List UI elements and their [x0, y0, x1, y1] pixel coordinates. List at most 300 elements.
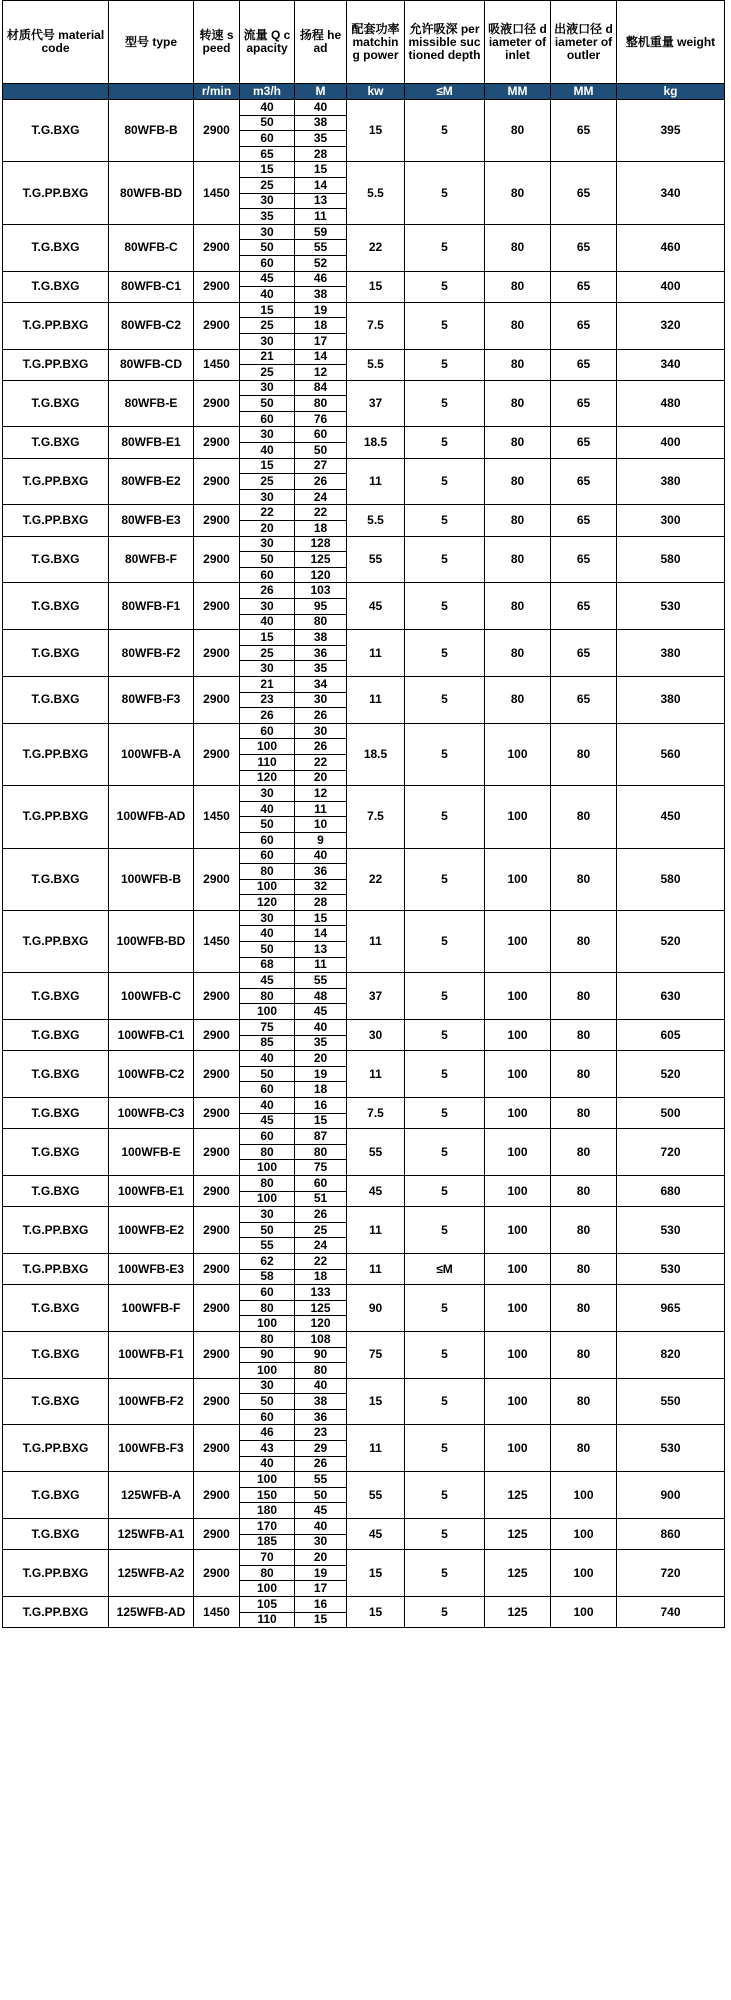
capacity-cell: 80 — [240, 864, 295, 880]
speed-cell: 1450 — [194, 910, 240, 972]
table-row — [3, 1207, 725, 1223]
inlet-diameter-cell: 80 — [485, 100, 551, 162]
inlet-diameter-cell: 100 — [485, 1051, 551, 1098]
head-cell: 36 — [295, 645, 347, 661]
power-cell: 55 — [347, 1129, 405, 1176]
head-cell: 45 — [295, 1503, 347, 1519]
model-cell: 125WFB-A2 — [109, 1550, 194, 1597]
material-code-cell: T.G.BXG — [3, 271, 109, 302]
speed-cell: 1450 — [194, 786, 240, 848]
power-cell: 15 — [347, 1550, 405, 1597]
capacity-cell: 110 — [240, 1612, 295, 1628]
head-cell: 19 — [295, 1066, 347, 1082]
speed-cell: 2900 — [194, 1207, 240, 1254]
table-row — [3, 302, 725, 318]
model-cell: 80WFB-B — [109, 100, 194, 162]
head-cell: 36 — [295, 864, 347, 880]
weight-cell: 550 — [617, 1378, 725, 1425]
capacity-cell: 40 — [240, 1098, 295, 1114]
head-cell: 26 — [295, 1207, 347, 1223]
weight-cell: 720 — [617, 1129, 725, 1176]
capacity-cell: 30 — [240, 1207, 295, 1223]
model-cell: 80WFB-C — [109, 224, 194, 271]
head-cell: 40 — [295, 1519, 347, 1535]
capacity-cell: 40 — [240, 100, 295, 116]
head-cell: 36 — [295, 1409, 347, 1425]
table-row — [3, 1098, 725, 1114]
capacity-cell: 43 — [240, 1441, 295, 1457]
head-cell: 103 — [295, 583, 347, 599]
inlet-diameter-cell: 100 — [485, 1175, 551, 1206]
head-cell: 14 — [295, 177, 347, 193]
table-row — [3, 1175, 725, 1191]
suction-depth-cell: 5 — [405, 427, 485, 458]
outlet-diameter-cell: 80 — [551, 1207, 617, 1254]
head-cell: 27 — [295, 458, 347, 474]
head-cell: 55 — [295, 1472, 347, 1488]
model-cell: 100WFB-E2 — [109, 1207, 194, 1254]
head-cell: 95 — [295, 599, 347, 615]
inlet-diameter-cell: 100 — [485, 848, 551, 910]
capacity-cell: 100 — [240, 1363, 295, 1379]
model-cell: 125WFB-AD — [109, 1597, 194, 1628]
material-code-cell: T.G.PP.BXG — [3, 910, 109, 972]
capacity-cell: 58 — [240, 1269, 295, 1285]
capacity-cell: 60 — [240, 567, 295, 583]
material-code-cell: T.G.BXG — [3, 1129, 109, 1176]
weight-cell: 820 — [617, 1331, 725, 1378]
capacity-cell: 40 — [240, 287, 295, 303]
head-cell: 16 — [295, 1098, 347, 1114]
table-row — [3, 786, 725, 802]
capacity-cell: 120 — [240, 770, 295, 786]
outlet-diameter-cell: 80 — [551, 1051, 617, 1098]
weight-cell: 530 — [617, 1425, 725, 1472]
head-cell: 35 — [295, 661, 347, 677]
header-weight: 整机重量 weight — [617, 1, 725, 84]
capacity-cell: 60 — [240, 255, 295, 271]
table-row — [3, 910, 725, 926]
weight-cell: 560 — [617, 723, 725, 785]
table-row — [3, 973, 725, 989]
head-cell: 120 — [295, 1316, 347, 1332]
outlet-diameter-cell: 65 — [551, 302, 617, 349]
head-cell: 9 — [295, 832, 347, 848]
capacity-cell: 30 — [240, 224, 295, 240]
capacity-cell: 60 — [240, 723, 295, 739]
speed-cell: 2900 — [194, 1253, 240, 1284]
head-cell: 22 — [295, 754, 347, 770]
outlet-diameter-cell: 80 — [551, 1020, 617, 1051]
weight-cell: 450 — [617, 786, 725, 848]
capacity-cell: 30 — [240, 910, 295, 926]
head-cell: 18 — [295, 318, 347, 334]
head-cell: 29 — [295, 1441, 347, 1457]
model-cell: 125WFB-A1 — [109, 1519, 194, 1550]
material-code-cell: T.G.PP.BXG — [3, 162, 109, 224]
head-cell: 17 — [295, 333, 347, 349]
material-code-cell: T.G.BXG — [3, 1472, 109, 1519]
speed-cell: 2900 — [194, 973, 240, 1020]
model-cell: 100WFB-C — [109, 973, 194, 1020]
speed-cell: 1450 — [194, 1597, 240, 1628]
material-code-cell: T.G.BXG — [3, 100, 109, 162]
capacity-cell: 40 — [240, 1456, 295, 1472]
material-code-cell: T.G.BXG — [3, 427, 109, 458]
suction-depth-cell: 5 — [405, 1207, 485, 1254]
suction-depth-cell: 5 — [405, 349, 485, 380]
weight-cell: 380 — [617, 458, 725, 505]
model-cell: 100WFB-C1 — [109, 1020, 194, 1051]
inlet-diameter-cell: 80 — [485, 536, 551, 583]
capacity-cell: 40 — [240, 926, 295, 942]
outlet-diameter-cell: 80 — [551, 1378, 617, 1425]
power-cell: 11 — [347, 910, 405, 972]
header-speed: 转速 speed — [194, 1, 240, 84]
capacity-cell: 65 — [240, 146, 295, 162]
capacity-cell: 60 — [240, 1129, 295, 1145]
table-row — [3, 505, 725, 521]
speed-cell: 2900 — [194, 458, 240, 505]
inlet-diameter-cell: 125 — [485, 1550, 551, 1597]
speed-cell: 2900 — [194, 1550, 240, 1597]
outlet-diameter-cell: 65 — [551, 380, 617, 427]
speed-cell: 2900 — [194, 1285, 240, 1332]
model-cell: 80WFB-F1 — [109, 583, 194, 630]
power-cell: 7.5 — [347, 786, 405, 848]
suction-depth-cell: 5 — [405, 1425, 485, 1472]
weight-cell: 520 — [617, 1051, 725, 1098]
head-cell: 14 — [295, 926, 347, 942]
weight-cell: 900 — [617, 1472, 725, 1519]
head-cell: 20 — [295, 1550, 347, 1566]
capacity-cell: 26 — [240, 708, 295, 724]
capacity-cell: 100 — [240, 1316, 295, 1332]
head-cell: 35 — [295, 1035, 347, 1051]
inlet-diameter-cell: 125 — [485, 1597, 551, 1628]
material-code-cell: T.G.BXG — [3, 1020, 109, 1051]
table-row — [3, 458, 725, 474]
capacity-cell: 45 — [240, 973, 295, 989]
table-row — [3, 630, 725, 646]
material-code-cell: T.G.PP.BXG — [3, 786, 109, 848]
power-cell: 55 — [347, 536, 405, 583]
model-cell: 80WFB-BD — [109, 162, 194, 224]
weight-cell: 530 — [617, 583, 725, 630]
suction-depth-cell: 5 — [405, 380, 485, 427]
suction-depth-cell: 5 — [405, 723, 485, 785]
power-cell: 18.5 — [347, 723, 405, 785]
capacity-cell: 80 — [240, 1300, 295, 1316]
suction-depth-cell: 5 — [405, 676, 485, 723]
power-cell: 37 — [347, 973, 405, 1020]
unit-inlet: MM — [485, 84, 551, 100]
head-cell: 50 — [295, 443, 347, 459]
head-cell: 15 — [295, 910, 347, 926]
model-cell: 80WFB-CD — [109, 349, 194, 380]
inlet-diameter-cell: 100 — [485, 1285, 551, 1332]
inlet-diameter-cell: 80 — [485, 427, 551, 458]
header-suction-depth: 允许吸深 permissible suctioned depth — [405, 1, 485, 84]
inlet-diameter-cell: 100 — [485, 1425, 551, 1472]
capacity-cell: 62 — [240, 1253, 295, 1269]
head-cell: 60 — [295, 1175, 347, 1191]
head-cell: 133 — [295, 1285, 347, 1301]
head-cell: 19 — [295, 1565, 347, 1581]
power-cell: 15 — [347, 1597, 405, 1628]
speed-cell: 2900 — [194, 1378, 240, 1425]
weight-cell: 380 — [617, 630, 725, 677]
speed-cell: 2900 — [194, 1020, 240, 1051]
speed-cell: 2900 — [194, 427, 240, 458]
material-code-cell: T.G.PP.BXG — [3, 1550, 109, 1597]
inlet-diameter-cell: 80 — [485, 380, 551, 427]
material-code-cell: T.G.BXG — [3, 1331, 109, 1378]
power-cell: 30 — [347, 1020, 405, 1051]
suction-depth-cell: 5 — [405, 100, 485, 162]
capacity-cell: 55 — [240, 1238, 295, 1254]
suction-depth-cell: 5 — [405, 910, 485, 972]
inlet-diameter-cell: 125 — [485, 1519, 551, 1550]
weight-cell: 320 — [617, 302, 725, 349]
model-cell: 100WFB-B — [109, 848, 194, 910]
speed-cell: 2900 — [194, 583, 240, 630]
unit-weight: kg — [617, 84, 725, 100]
capacity-cell: 100 — [240, 1581, 295, 1597]
head-cell: 38 — [295, 115, 347, 131]
capacity-cell: 40 — [240, 443, 295, 459]
table-row — [3, 1051, 725, 1067]
power-cell: 90 — [347, 1285, 405, 1332]
head-cell: 17 — [295, 1581, 347, 1597]
power-cell: 11 — [347, 1051, 405, 1098]
table-row — [3, 536, 725, 552]
capacity-cell: 30 — [240, 536, 295, 552]
capacity-cell: 100 — [240, 1472, 295, 1488]
capacity-cell: 60 — [240, 848, 295, 864]
head-cell: 128 — [295, 536, 347, 552]
outlet-diameter-cell: 65 — [551, 427, 617, 458]
inlet-diameter-cell: 80 — [485, 224, 551, 271]
outlet-diameter-cell: 80 — [551, 1253, 617, 1284]
power-cell: 11 — [347, 676, 405, 723]
material-code-cell: T.G.BXG — [3, 1285, 109, 1332]
power-cell: 11 — [347, 1253, 405, 1284]
head-cell: 26 — [295, 708, 347, 724]
head-cell: 40 — [295, 1020, 347, 1036]
suction-depth-cell: 5 — [405, 848, 485, 910]
capacity-cell: 30 — [240, 786, 295, 802]
head-cell: 14 — [295, 349, 347, 365]
outlet-diameter-cell: 80 — [551, 1285, 617, 1332]
head-cell: 75 — [295, 1160, 347, 1176]
table-row — [3, 1425, 725, 1441]
table-row — [3, 723, 725, 739]
head-cell: 80 — [295, 614, 347, 630]
power-cell: 7.5 — [347, 302, 405, 349]
capacity-cell: 180 — [240, 1503, 295, 1519]
head-cell: 35 — [295, 131, 347, 147]
table-row — [3, 349, 725, 365]
table-row — [3, 1550, 725, 1566]
header-outlet-diameter: 出液口径 diameter of outler — [551, 1, 617, 84]
model-cell: 80WFB-C1 — [109, 271, 194, 302]
power-cell: 11 — [347, 458, 405, 505]
capacity-cell: 26 — [240, 583, 295, 599]
head-cell: 11 — [295, 801, 347, 817]
head-cell: 40 — [295, 1378, 347, 1394]
table-row — [3, 1597, 725, 1613]
model-cell: 125WFB-A — [109, 1472, 194, 1519]
table-row — [3, 1331, 725, 1347]
material-code-cell: T.G.BXG — [3, 1519, 109, 1550]
power-cell: 15 — [347, 1378, 405, 1425]
capacity-cell: 30 — [240, 333, 295, 349]
head-cell: 18 — [295, 1269, 347, 1285]
capacity-cell: 185 — [240, 1534, 295, 1550]
inlet-diameter-cell: 80 — [485, 583, 551, 630]
suction-depth-cell: 5 — [405, 583, 485, 630]
suction-depth-cell: 5 — [405, 1098, 485, 1129]
power-cell: 15 — [347, 271, 405, 302]
inlet-diameter-cell: 100 — [485, 723, 551, 785]
inlet-diameter-cell: 100 — [485, 973, 551, 1020]
unit-type — [109, 84, 194, 100]
head-cell: 55 — [295, 973, 347, 989]
speed-cell: 2900 — [194, 1331, 240, 1378]
weight-cell: 530 — [617, 1207, 725, 1254]
head-cell: 26 — [295, 1456, 347, 1472]
head-cell: 45 — [295, 1004, 347, 1020]
spec-body — [3, 100, 725, 1628]
head-cell: 10 — [295, 817, 347, 833]
units-row — [3, 84, 725, 100]
power-cell: 5.5 — [347, 162, 405, 224]
head-cell: 60 — [295, 427, 347, 443]
outlet-diameter-cell: 65 — [551, 100, 617, 162]
suction-depth-cell: ≤M — [405, 1253, 485, 1284]
suction-depth-cell: 5 — [405, 1550, 485, 1597]
material-code-cell: T.G.PP.BXG — [3, 349, 109, 380]
capacity-cell: 30 — [240, 489, 295, 505]
model-cell: 100WFB-BD — [109, 910, 194, 972]
capacity-cell: 50 — [240, 1066, 295, 1082]
speed-cell: 2900 — [194, 1425, 240, 1472]
material-code-cell: T.G.BXG — [3, 380, 109, 427]
weight-cell: 630 — [617, 973, 725, 1020]
outlet-diameter-cell: 65 — [551, 676, 617, 723]
capacity-cell: 25 — [240, 365, 295, 381]
speed-cell: 2900 — [194, 536, 240, 583]
power-cell: 11 — [347, 1207, 405, 1254]
table-row — [3, 1020, 725, 1036]
inlet-diameter-cell: 80 — [485, 271, 551, 302]
header-capacity: 流量 Q capacity — [240, 1, 295, 84]
table-row — [3, 100, 725, 116]
weight-cell: 380 — [617, 676, 725, 723]
capacity-cell: 25 — [240, 318, 295, 334]
capacity-cell: 50 — [240, 115, 295, 131]
power-cell: 15 — [347, 100, 405, 162]
power-cell: 7.5 — [347, 1098, 405, 1129]
speed-cell: 2900 — [194, 1098, 240, 1129]
unit-suction: ≤M — [405, 84, 485, 100]
suction-depth-cell: 5 — [405, 1285, 485, 1332]
power-cell: 11 — [347, 630, 405, 677]
capacity-cell: 60 — [240, 1082, 295, 1098]
suction-depth-cell: 5 — [405, 786, 485, 848]
weight-cell: 965 — [617, 1285, 725, 1332]
header-inlet-diameter: 吸液口径 diameter of inlet — [485, 1, 551, 84]
capacity-cell: 110 — [240, 754, 295, 770]
speed-cell: 2900 — [194, 380, 240, 427]
head-cell: 59 — [295, 224, 347, 240]
model-cell: 100WFB-F3 — [109, 1425, 194, 1472]
head-cell: 18 — [295, 1082, 347, 1098]
outlet-diameter-cell: 65 — [551, 458, 617, 505]
capacity-cell: 15 — [240, 302, 295, 318]
capacity-cell: 50 — [240, 817, 295, 833]
capacity-cell: 23 — [240, 692, 295, 708]
weight-cell: 740 — [617, 1597, 725, 1628]
head-cell: 15 — [295, 162, 347, 178]
inlet-diameter-cell: 80 — [485, 458, 551, 505]
suction-depth-cell: 5 — [405, 536, 485, 583]
material-code-cell: T.G.BXG — [3, 224, 109, 271]
head-cell: 11 — [295, 209, 347, 225]
material-code-cell: T.G.PP.BXG — [3, 505, 109, 536]
capacity-cell: 45 — [240, 271, 295, 287]
power-cell: 45 — [347, 1519, 405, 1550]
table-row — [3, 1129, 725, 1145]
model-cell: 80WFB-F — [109, 536, 194, 583]
power-cell: 37 — [347, 380, 405, 427]
weight-cell: 530 — [617, 1253, 725, 1284]
material-code-cell: T.G.PP.BXG — [3, 458, 109, 505]
weight-cell: 860 — [617, 1519, 725, 1550]
head-cell: 22 — [295, 1253, 347, 1269]
suction-depth-cell: 5 — [405, 458, 485, 505]
suction-depth-cell: 5 — [405, 630, 485, 677]
capacity-cell: 30 — [240, 599, 295, 615]
inlet-diameter-cell: 100 — [485, 1098, 551, 1129]
header-head: 扬程 head — [295, 1, 347, 84]
outlet-diameter-cell: 65 — [551, 505, 617, 536]
outlet-diameter-cell: 100 — [551, 1550, 617, 1597]
inlet-diameter-cell: 80 — [485, 630, 551, 677]
inlet-diameter-cell: 100 — [485, 1129, 551, 1176]
suction-depth-cell: 5 — [405, 1331, 485, 1378]
inlet-diameter-cell: 100 — [485, 1378, 551, 1425]
suction-depth-cell: 5 — [405, 271, 485, 302]
head-cell: 22 — [295, 505, 347, 521]
capacity-cell: 15 — [240, 458, 295, 474]
head-cell: 51 — [295, 1191, 347, 1207]
capacity-cell: 45 — [240, 1113, 295, 1129]
table-row — [3, 583, 725, 599]
weight-cell: 680 — [617, 1175, 725, 1206]
inlet-diameter-cell: 80 — [485, 162, 551, 224]
head-cell: 18 — [295, 521, 347, 537]
capacity-cell: 60 — [240, 411, 295, 427]
head-cell: 28 — [295, 146, 347, 162]
capacity-cell: 70 — [240, 1550, 295, 1566]
material-code-cell: T.G.BXG — [3, 630, 109, 677]
capacity-cell: 100 — [240, 1004, 295, 1020]
power-cell: 5.5 — [347, 505, 405, 536]
capacity-cell: 30 — [240, 380, 295, 396]
capacity-cell: 150 — [240, 1487, 295, 1503]
